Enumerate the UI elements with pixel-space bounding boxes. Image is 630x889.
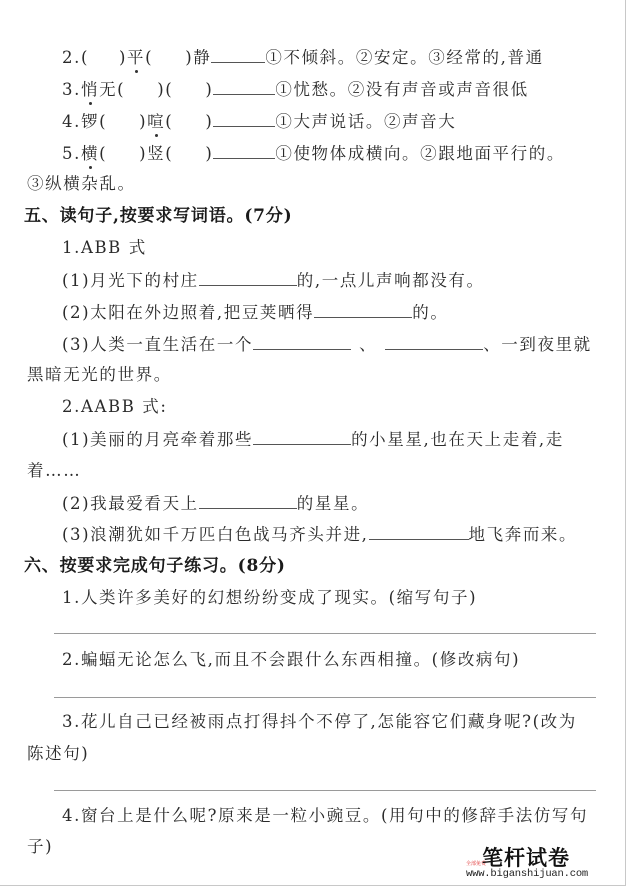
question-item-2 — [62, 46, 544, 69]
section-5-part2-q2 — [62, 492, 369, 515]
answer-blank[interactable] — [199, 269, 297, 286]
emphasized-char: 悄 — [80, 80, 100, 99]
emphasized-char: 喧 — [147, 112, 166, 131]
paren-close: ) — [157, 80, 166, 99]
char: 静 — [193, 48, 212, 67]
question-item-5-continuation: ③纵横杂乱。 — [27, 174, 136, 193]
paren-open: ( — [165, 112, 174, 131]
sentence-pre: (3)浪潮犹如千万匹白色战马齐头并进, — [62, 525, 369, 544]
meanings: ①使物体成横向。②跟地面平行的。 — [275, 144, 565, 163]
watermark-title: 笔杆试卷 — [482, 846, 570, 870]
paren-close: ) — [205, 144, 214, 163]
watermark-url: www.biganshijuan.com — [466, 868, 589, 880]
section-6-q4-continuation: 子) — [27, 837, 54, 856]
section-5-part1-q2 — [62, 301, 448, 324]
answer-blank[interactable] — [199, 492, 297, 509]
meanings: ①大声说话。②声音大 — [275, 112, 457, 131]
section-6-q3-continuation: 陈述句) — [27, 744, 90, 763]
sentence-pre: (2)我最爱看天上 — [62, 494, 199, 513]
sentence-post: 的星星。 — [296, 494, 370, 513]
paren-close: ) — [119, 48, 128, 67]
item-number: 3. — [62, 80, 81, 99]
sentence-pre: (3)人类一直生活在一个 — [62, 335, 254, 354]
item-number: 4. — [62, 112, 81, 131]
section-5-heading: 五、读句子,按要求写词语。(7分) — [24, 206, 293, 226]
sentence-pre: (2)太阳在外边照着,把豆荚晒得 — [62, 303, 315, 322]
question-item-3 — [62, 78, 529, 101]
sentence-pre: (1)月光下的村庄 — [62, 271, 199, 290]
paren-open: ( — [80, 48, 89, 67]
section-6-heading: 六、按要求完成句子练习。(8分) — [24, 556, 286, 576]
question-item-5 — [62, 142, 565, 165]
emphasized-char: 横 — [80, 144, 100, 163]
answer-blank[interactable] — [369, 523, 469, 540]
section-5-part2-q1 — [62, 428, 564, 451]
answer-blank[interactable] — [253, 428, 351, 445]
section-5-part1-title: 1.ABB 式 — [62, 238, 147, 257]
watermark-logo — [466, 842, 596, 882]
section-5-part2-q3 — [62, 523, 577, 546]
item-number: 5. — [62, 144, 81, 163]
paren-open: ( — [165, 144, 174, 163]
answer-blank[interactable] — [385, 333, 483, 350]
paren-open: ( — [165, 80, 174, 99]
section-5-part2-q1-continuation: 着…… — [27, 461, 82, 480]
item-number: 2. — [62, 48, 81, 67]
section-6-q1: 1.人类许多美好的幻想纷纷变成了现实。(缩写句子) — [62, 588, 478, 607]
section-5-part1-q1 — [62, 269, 485, 292]
answer-blank[interactable] — [213, 142, 275, 159]
emphasized-char: 平 — [127, 48, 146, 67]
sentence-post: 的。 — [412, 303, 449, 322]
paren-close: ) — [185, 48, 194, 67]
sentence-post: 地飞奔而来。 — [468, 525, 578, 544]
char: 竖 — [147, 144, 166, 163]
section-6-q3: 3.花儿自己已经被雨点打得抖个不停了,怎能容它们藏身呢?(改为 — [62, 712, 577, 731]
watermark-tagline: 全部免费 — [466, 861, 487, 867]
sentence-post: 、一到夜里就 — [483, 335, 592, 354]
answer-blank[interactable] — [213, 78, 275, 95]
char: 锣 — [80, 112, 100, 131]
question-item-4 — [62, 110, 456, 133]
meanings: ①忧愁。②没有声音或声音很低 — [275, 80, 529, 99]
meanings: ①不倾斜。②安定。③经常的,普通 — [265, 48, 544, 67]
char: 无 — [99, 80, 118, 99]
answer-blank[interactable] — [213, 110, 275, 127]
section-6-q2: 2.蝙蝠无论怎么飞,而且不会跟什么东西相撞。(修改病句) — [62, 650, 521, 669]
sentence-pre: (1)美丽的月亮牵着那些 — [62, 430, 254, 449]
paren-close: ) — [139, 112, 148, 131]
paren-open: ( — [99, 144, 108, 163]
section-6-q4: 4.窗台上是什么呢?原来是一粒小豌豆。(用句中的修辞手法仿写句 — [62, 806, 589, 825]
paren-open: ( — [99, 112, 108, 131]
paren-open: ( — [117, 80, 126, 99]
sentence-post: 的小星星,也在天上走着,走 — [351, 430, 564, 449]
section-5-part2-title: 2.AABB 式: — [62, 397, 168, 416]
section-5-part1-q3 — [62, 333, 592, 356]
answer-blank[interactable] — [211, 46, 265, 63]
paren-close: ) — [139, 144, 148, 163]
answer-blank[interactable] — [253, 333, 351, 350]
section-5-part1-q3-continuation: 黑暗无光的世界。 — [27, 365, 172, 384]
answer-line-1[interactable] — [54, 633, 596, 634]
paren-open: ( — [145, 48, 154, 67]
answer-blank[interactable] — [314, 301, 412, 318]
paren-close: ) — [205, 112, 214, 131]
paren-close: ) — [205, 80, 214, 99]
sentence-post: 的,一点儿声响都没有。 — [296, 271, 485, 290]
separator: 、 — [359, 335, 378, 354]
answer-line-2[interactable] — [54, 697, 596, 698]
answer-line-3[interactable] — [54, 790, 596, 791]
